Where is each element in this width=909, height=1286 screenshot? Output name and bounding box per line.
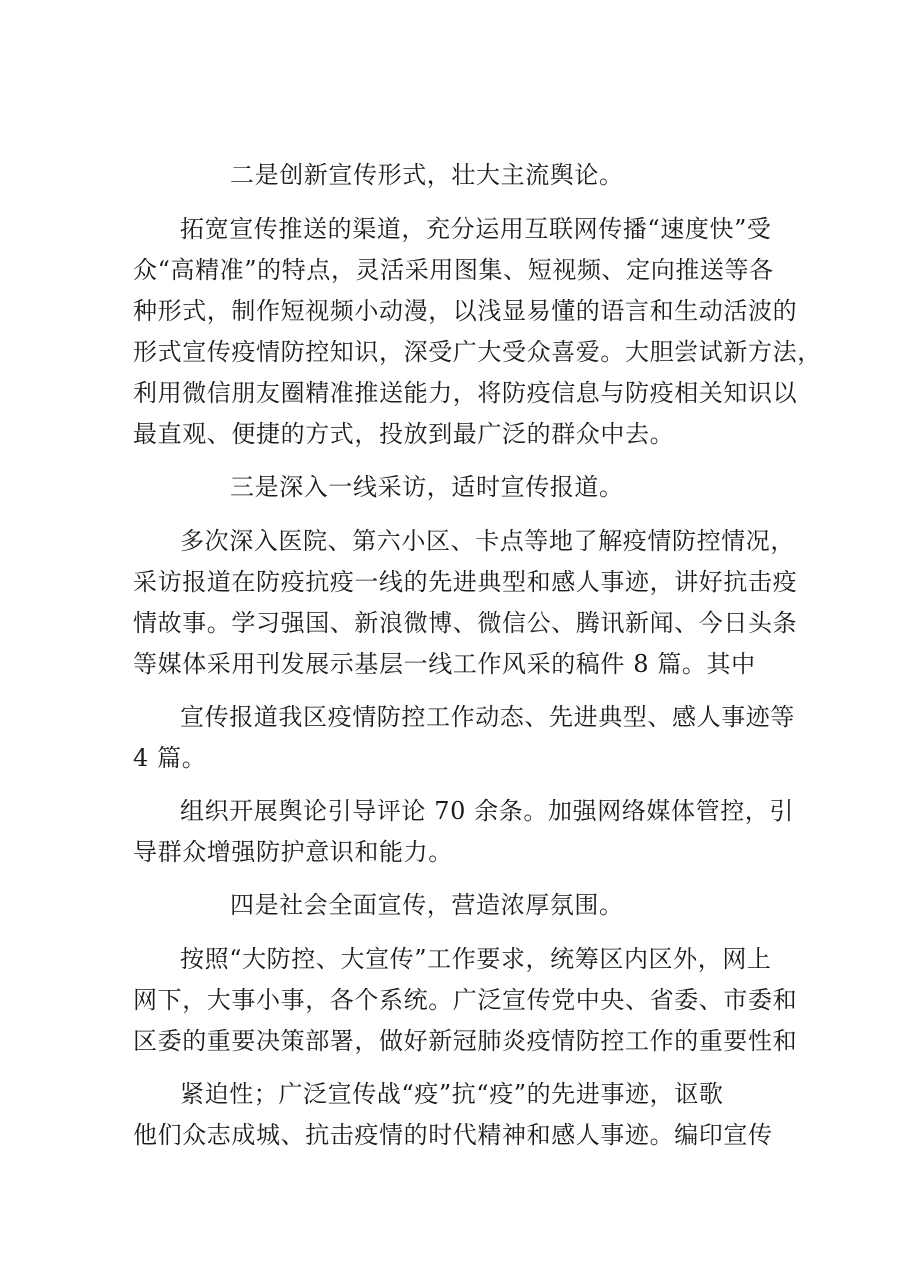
text-line: 拓宽宣传推送的渠道，充分运用互联网传播“速度快”受 — [180, 215, 772, 243]
text-line: 形式宣传疫情防控知识，深受广大受众喜爱。大胆尝试新方法， — [133, 338, 822, 366]
heading-section-2: 二是创新宣传形式，壮大主流舆论。 — [230, 161, 624, 189]
text-line: 采访报道在防疫抗疫一线的先进典型和感人事迹，讲好抗击疫 — [133, 568, 798, 596]
text-line: 导群众增强防护意识和能力。 — [133, 838, 453, 866]
text-line: 宣传报道我区疫情防控工作动态、先进典型、感人事迹等 — [180, 703, 795, 731]
text-line: 按照“大防控、大宣传”工作要求，统筹区内区外，网上 — [180, 945, 772, 973]
text-line: 种形式，制作短视频小动漫，以浅显易懂的语言和生动活波的 — [133, 297, 798, 325]
heading-section-3: 三是深入一线采访，适时宣传报道。 — [230, 473, 624, 501]
text-line: 他们众志成城、抗击疫情的时代精神和感人事迹。编印宣传 — [133, 1121, 773, 1149]
text-line: 多次深入医院、第六小区、卡点等地了解疫情防控情况， — [180, 527, 795, 555]
text-line: 情故事。学习强国、新浪微博、微信公、腾讯新闻、今日头条 — [133, 609, 798, 637]
text-line: 网下，大事小事，各个系统。广泛宣传党中央、省委、市委和 — [133, 986, 798, 1014]
text-line: 众“高精准”的特点，灵活采用图集、短视频、定向推送等各 — [133, 256, 774, 284]
text-line: 区委的重要决策部署，做好新冠肺炎疫情防控工作的重要性和 — [133, 1027, 798, 1055]
heading-section-4: 四是社会全面宣传，营造浓厚氛围。 — [230, 891, 624, 919]
text-line: 组织开展舆论引导评论 70 余条。加强网络媒体管控，引 — [180, 797, 794, 825]
text-line: 等媒体采用刊发展示基层一线工作风采的稿件 8 篇。其中 — [133, 650, 756, 678]
text-line: 最直观、便捷的方式，投放到最广泛的群众中去。 — [133, 420, 675, 448]
text-line: 利用微信朋友圈精准推送能力，将防疫信息与防疫相关知识以 — [133, 379, 798, 407]
text-line: 紧迫性；广泛宣传战“疫”抗“疫”的先进事迹，讴歌 — [180, 1080, 724, 1108]
text-line: 4 篇。 — [133, 744, 207, 772]
